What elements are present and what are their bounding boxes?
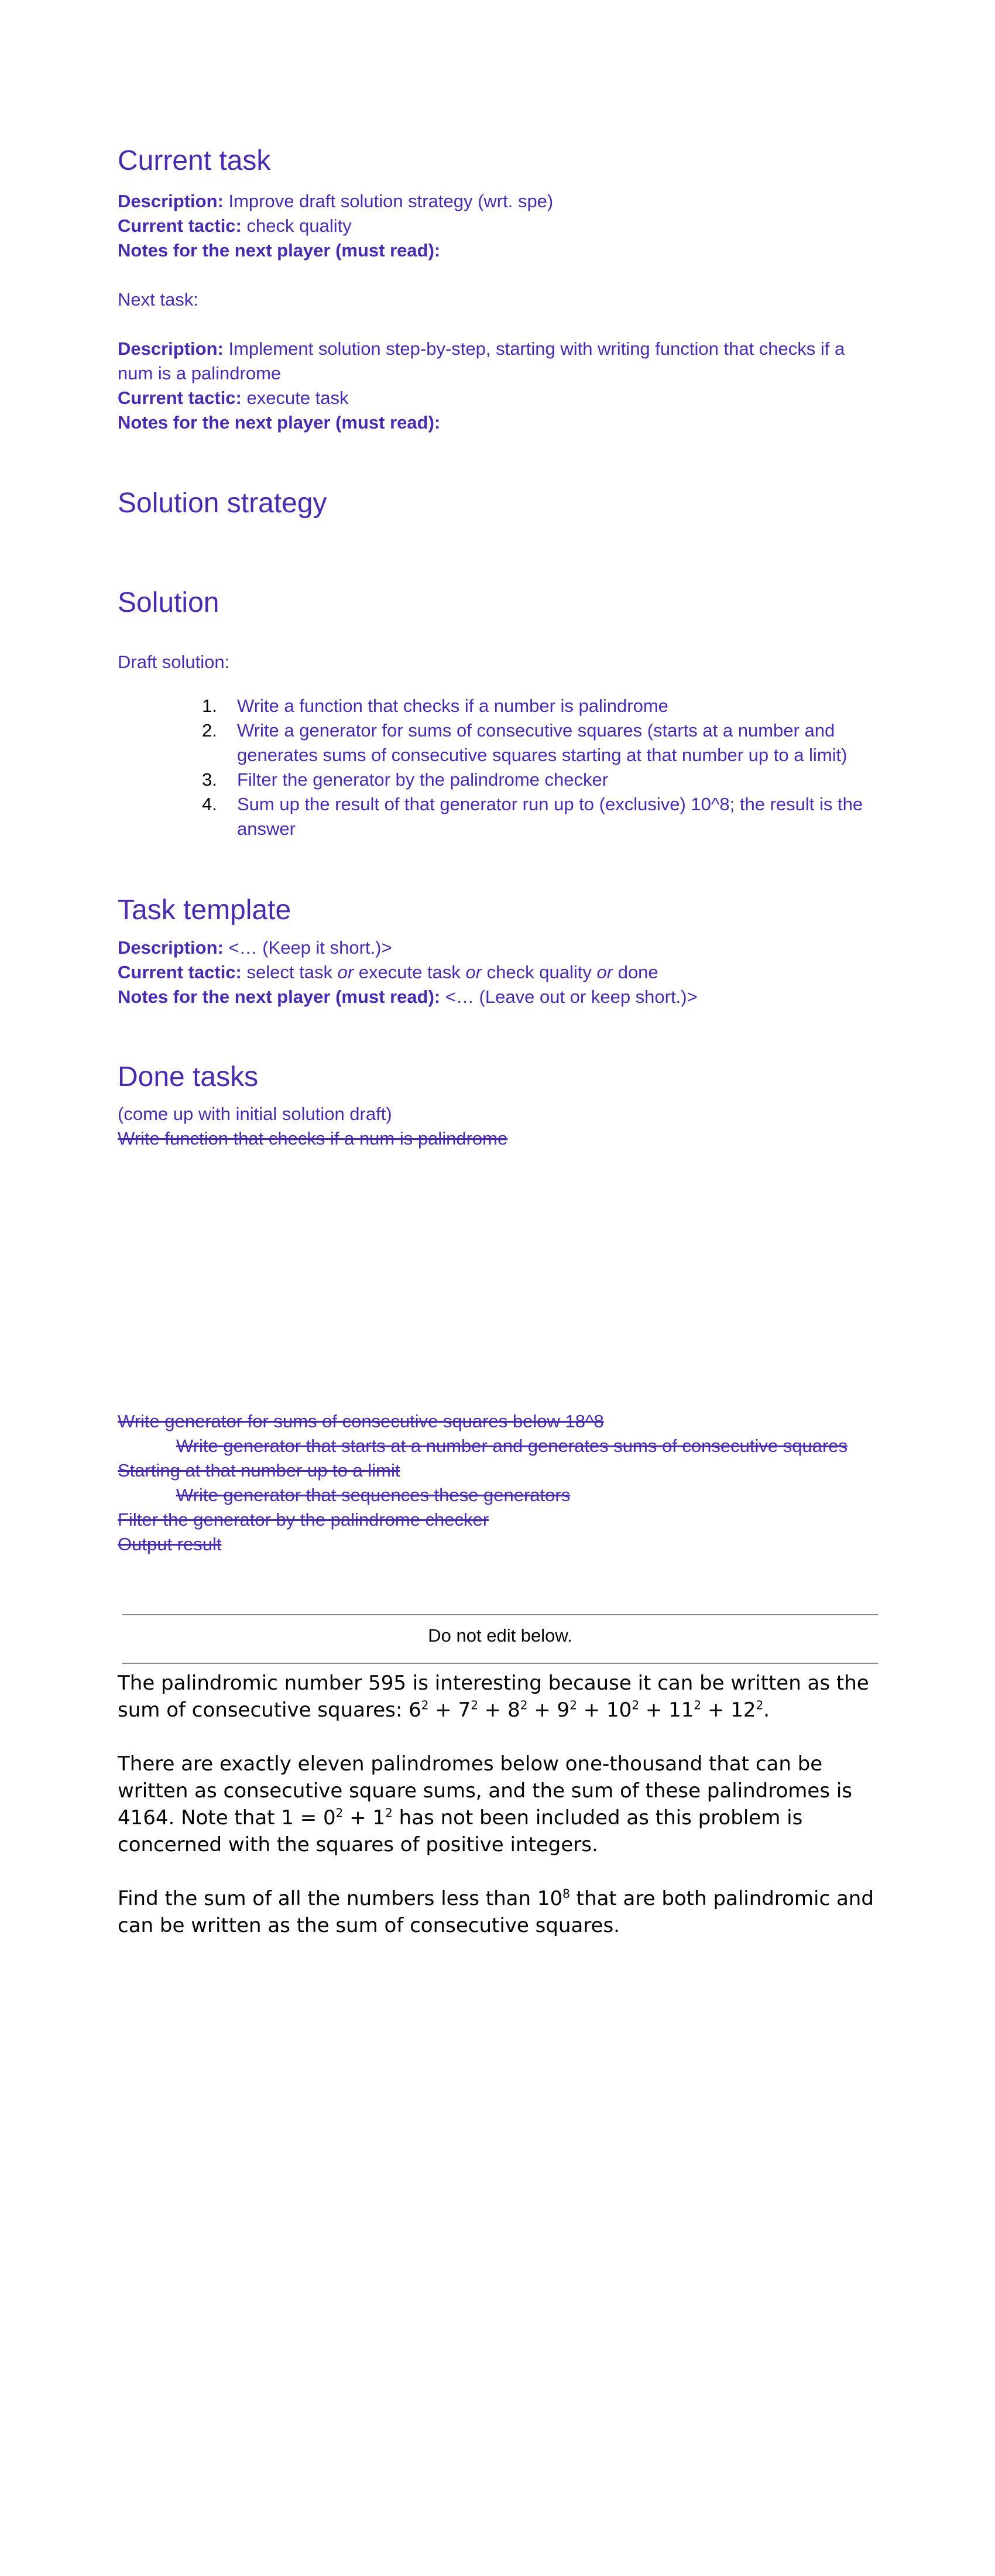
- tactic-option-execute[interactable]: execute task: [358, 962, 461, 982]
- done-item-initial[interactable]: (come up with initial solution draft): [118, 1104, 392, 1124]
- list-item-number: 1.: [202, 696, 217, 716]
- done-tasks-bottom: [118, 1409, 879, 1557]
- list-item[interactable]: [202, 718, 881, 768]
- problem-text: + 10: [577, 1698, 632, 1722]
- draft-solution-block: [118, 650, 879, 674]
- task-template-heading: Task template: [118, 895, 291, 926]
- draft-solution-list: [202, 694, 881, 841]
- superscript: 2: [471, 1698, 478, 1712]
- superscript: 2: [520, 1698, 528, 1712]
- tactic-option-select[interactable]: select task: [246, 962, 332, 982]
- problem-paragraph-1: [118, 1670, 884, 1724]
- current-task-heading: Current task: [118, 145, 271, 176]
- next-notes-label: Notes for the next player (must read):: [118, 412, 441, 433]
- superscript: 2: [632, 1698, 640, 1712]
- top-divider: [122, 1614, 878, 1615]
- template-description-value[interactable]: <… (Keep it short.)>: [228, 937, 392, 958]
- tactic-option-check[interactable]: check quality: [486, 962, 592, 982]
- template-description-label: Description:: [118, 937, 224, 958]
- list-item-text: Sum up the result of that generator run up to (exclusive) 10^8; the result is the answer: [237, 794, 863, 839]
- done-tasks-heading: Done tasks: [118, 1061, 259, 1092]
- current-task-section: [118, 143, 879, 179]
- description-value[interactable]: Improve draft solution strategy (wrt. spe): [228, 191, 554, 211]
- tactic-option-done[interactable]: done: [617, 962, 658, 982]
- next-description-line: [118, 337, 879, 386]
- done-tasks-top: [118, 1102, 879, 1151]
- problem-text: + 1: [343, 1806, 386, 1830]
- list-item[interactable]: [202, 768, 881, 792]
- list-item-number: 3.: [202, 769, 217, 790]
- next-tactic-value[interactable]: execute task: [246, 388, 349, 408]
- problem-text: has not been included as this problem is concerned with the squares of positive integers.: [118, 1806, 803, 1856]
- list-item-text: Filter the generator by the palindrome checker: [237, 769, 609, 790]
- superscript: 2: [385, 1806, 393, 1820]
- superscript: 2: [694, 1698, 702, 1712]
- list-item-number: 4.: [202, 794, 217, 814]
- next-tactic-label: Current tactic:: [118, 388, 242, 408]
- or-text: or: [337, 962, 354, 982]
- done-item-palindrome[interactable]: Write function that checks if a num is palindrome: [118, 1128, 508, 1149]
- superscript: 2: [756, 1698, 764, 1712]
- done-item-output[interactable]: Output result: [118, 1534, 222, 1554]
- problem-text: There are exactly eleven palindromes below one-thousand that can be written as consecutive square sums, and the sum of these palindromes is 4164. Note that 1 = 0: [118, 1752, 852, 1830]
- problem-text: that are both palindromic and can be written as the sum of consecutive squares.: [118, 1887, 874, 1937]
- solution-heading: Solution: [118, 587, 219, 618]
- current-task-body: [118, 189, 879, 435]
- problem-text: + 11: [639, 1698, 694, 1722]
- problem-statement: [118, 1670, 884, 1966]
- notes-line: [118, 238, 879, 263]
- solution-strategy-heading: Solution strategy: [118, 488, 327, 519]
- bottom-divider: [122, 1663, 878, 1664]
- next-description-label: Description:: [118, 338, 224, 359]
- problem-paragraph-3: [118, 1885, 884, 1939]
- tactic-label: Current tactic:: [118, 215, 242, 236]
- superscript: 2: [335, 1806, 344, 1820]
- done-item-generator[interactable]: Write generator for sums of consecutive squares below 18^8: [118, 1411, 604, 1431]
- list-item[interactable]: [202, 694, 881, 718]
- problem-text: + 9: [527, 1698, 570, 1722]
- done-item-filter[interactable]: Filter the generator by the palindrome checker: [118, 1509, 489, 1530]
- task-template-body: [118, 936, 879, 1009]
- notes-label: Notes for the next player (must read):: [118, 240, 441, 261]
- solution-section: [118, 585, 879, 621]
- done-subitem-text: Write generator that starts at a number and generates sums of consecutive squares: [176, 1436, 848, 1456]
- superscript: 2: [569, 1698, 577, 1712]
- list-item-text: Write a generator for sums of consecutive squares (starts at a number and generates sums of consecutive squares starting at that number up to a limit): [237, 720, 848, 765]
- template-description-line: [118, 936, 879, 960]
- problem-text: .: [763, 1698, 770, 1722]
- problem-paragraph-2: [118, 1751, 884, 1858]
- template-notes-line: [118, 985, 879, 1009]
- problem-text: + 8: [478, 1698, 520, 1722]
- task-template-section: [118, 893, 879, 928]
- superscript: 2: [421, 1698, 429, 1712]
- next-notes-line: [118, 410, 879, 435]
- tactic-line: [118, 214, 879, 238]
- description-line: [118, 189, 879, 214]
- template-tactic-line: [118, 960, 879, 985]
- done-subitem-generator-start[interactable]: [118, 1434, 879, 1458]
- list-item-number: 2.: [202, 720, 217, 741]
- do-not-edit-label: Do not edit below.: [428, 1625, 572, 1646]
- problem-text: + 7: [428, 1698, 471, 1722]
- or-text: or: [596, 962, 613, 982]
- description-label: Description:: [118, 191, 224, 211]
- next-description-value[interactable]: Implement solution step-by-step, starting with writing function that checks if a num is a palindrome: [118, 338, 845, 383]
- done-subitem-text: Write generator that sequences these generators: [176, 1485, 571, 1505]
- template-notes-value[interactable]: <… (Leave out or keep short.)>: [445, 986, 698, 1007]
- template-notes-label: Notes for the next player (must read):: [118, 986, 441, 1007]
- problem-text: Find the sum of all the numbers less than 10: [118, 1887, 563, 1910]
- draft-solution-label: Draft solution:: [118, 652, 230, 672]
- solution-strategy-section: [118, 486, 879, 521]
- next-task-label: Next task:: [118, 289, 198, 310]
- or-text: or: [465, 962, 482, 982]
- tactic-value[interactable]: check quality: [246, 215, 352, 236]
- problem-text: The palindromic number 595 is interesting because it can be written as the sum of consecutive squares: 6: [118, 1671, 869, 1722]
- problem-text: + 12: [701, 1698, 756, 1722]
- done-item-starting[interactable]: Starting at that number up to a limit: [118, 1460, 400, 1481]
- done-tasks-section: [118, 1060, 879, 1095]
- next-tactic-line: [118, 386, 879, 410]
- list-item[interactable]: [202, 792, 881, 841]
- superscript: 8: [562, 1886, 570, 1901]
- template-tactic-label: Current tactic:: [118, 962, 242, 982]
- done-subitem-generator-sequence[interactable]: [118, 1483, 879, 1508]
- list-item-text: Write a function that checks if a number is palindrome: [237, 696, 668, 716]
